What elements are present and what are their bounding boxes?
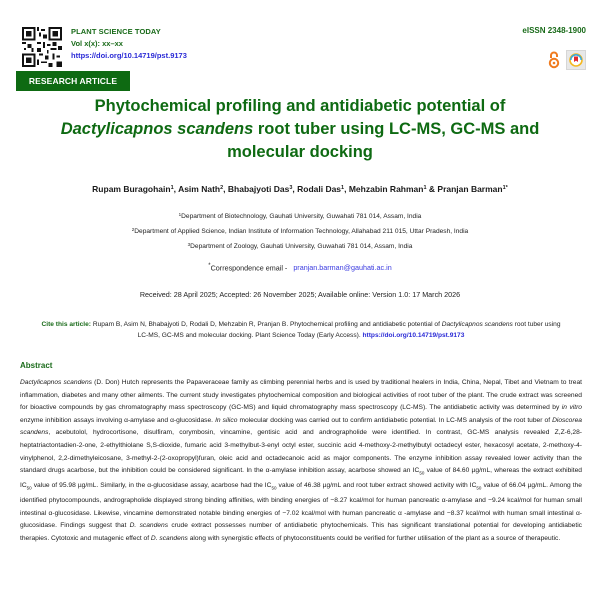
author-name[interactable]: Rodali Das: [297, 184, 342, 194]
abstract-text: crude extract possesses number of antidiabetic phytochemicals. This has significant translational potential for developing antidiabetic therapies. Cytotoxic and mutagenic effect of: [20, 522, 582, 542]
affiliation-item: [0, 223, 600, 238]
author-affil-sup: 1: [170, 185, 174, 191]
abstract-term: In silico: [215, 416, 238, 424]
abstract-heading: Abstract: [20, 361, 53, 370]
author-name[interactable]: Asim Nath: [178, 184, 221, 194]
open-access-icon[interactable]: [548, 51, 560, 69]
correspondence: [0, 263, 600, 272]
journal-volume: Vol x(x): xx–xx: [71, 39, 123, 48]
affiliation-text: Department of Zoology, Gauhati University, Guwahati 781 014, Assam, India: [190, 243, 413, 250]
author-affil-sup: 1*: [502, 185, 508, 191]
journal-doi-link[interactable]: https://doi.org/10.14719/pst.9173: [71, 51, 187, 60]
abstract-text: along with synergistic effects of phytoconstituents could be verified for further utilisation of the plant as a source of therapeutic.: [187, 534, 561, 542]
abstract-text: molecular docking was carried out to confirm antidiabetic potential. In LC-MS analysis of the root tuber of: [237, 416, 553, 424]
ic50-subscript: 50: [476, 485, 482, 491]
author-affil-sup: 1: [341, 185, 345, 191]
abstract-species: Dioscorea scandens: [20, 416, 582, 437]
affiliation-text: Department of Biotechnology, Gauhati University, Guwahati 781 014, Assam, India: [181, 213, 422, 220]
citation-label: Cite this article:: [41, 321, 93, 328]
author-separator: ,: [292, 184, 298, 194]
citation-text: root tuber using LC-MS, GC-MS and molecular docking. Plant Science Today (Early Access).: [137, 321, 561, 339]
author-separator: ,: [344, 184, 349, 194]
title-species: Dactylicapnos scandens: [60, 120, 254, 138]
affiliation-sup: 1: [178, 212, 182, 217]
abstract-text: value of 66.04 µg/mL. Among the identified phytocompounds, andrographolide displayed strong binding affinities, with binding energies of −8.27 kcal/mol for human pancreatic α-amylase and −9.24 kcal/mol for human small intestinal α-glucosidase. Likewise, vincamine demonstrated notable binding energies of −7.02 kcal/mol with human pancreatic α -amylase and −8.37 kcal/mol with human small intestinal α-glucosidase. Findings suggest that: [20, 482, 582, 530]
correspondence-label: Correspondence email -: [210, 263, 290, 273]
abstract-text: value of 84.60 µg/mL, whereas the extract exhibited IC: [20, 467, 582, 490]
article-title: [30, 95, 570, 164]
author-affil-sup: 1: [423, 185, 427, 191]
affiliation-sup: 2: [131, 227, 135, 232]
crossmark-icon[interactable]: [566, 50, 586, 70]
abstract-species: D. scandens: [150, 534, 188, 542]
abstract-text: enzyme inhibition assays involving α-amylase and α-glucosidase.: [20, 416, 216, 424]
qr-code-icon[interactable]: [22, 27, 62, 67]
abstract-species: Dactylicapnos scandens: [20, 379, 92, 386]
author-name[interactable]: Bhabajyoti Das: [227, 184, 290, 194]
issn: eISSN 2348-1900: [522, 26, 586, 35]
author-separator: ,: [223, 184, 228, 194]
affiliation-item: [0, 238, 600, 253]
correspondence-sup: *: [208, 263, 211, 269]
affiliations: [0, 208, 600, 253]
title-line-2: root tuber using LC-MS, GC-MS and: [253, 120, 540, 138]
publication-dates: Received: 28 April 2025; Accepted: 26 November 2025; Available online: Version 1.0: 17 March 2026: [139, 290, 461, 299]
ic50-subscript: 50: [419, 470, 425, 476]
affiliation-item: [0, 208, 600, 223]
abstract-text: (D. Don) Hutch represents the Papaveraceae family as climbing perennial herbs and is used by traditional healers in India, China, Nepal, Tibet and Vietnam to treat inflammation, diabetes and many other ailments. The current study investigates phytochemical composition and biological activities of root tuber of the plant. The crude extract was screened for bioactive compounds by gas chromatography mass spectroscopy (GC-MS) and liquid chromatography mass spectroscopy (LC-MS). The antidiabetic activity was determined by: [20, 379, 582, 412]
abstract-text: value of 95.98 µg/mL. Similarly, in the α-glucosidase assay, acarbose had the IC: [31, 482, 272, 490]
affiliation-text: Department of Applied Science, Indian Institute of Information Technology, Allahabad 211 015, Uttar Pradesh, India: [134, 228, 469, 235]
author-separator: &: [426, 184, 438, 194]
citation-doi-link[interactable]: https://doi.org/10.14719/pst.9173: [362, 332, 465, 339]
ic50-subscript: 50: [26, 485, 32, 491]
author-affil-sup: 3: [289, 185, 293, 191]
abstract-body: [20, 377, 582, 545]
abstract-text: value of 46.38 µg/mL and root tuber extract showed activity with IC: [276, 482, 477, 490]
correspondence-email-link[interactable]: pranjan.barman@gauhati.ac.in: [293, 263, 392, 273]
author-affil-sup: 2: [220, 185, 224, 191]
author-list: [0, 184, 600, 194]
article-type-badge: RESEARCH ARTICLE: [16, 71, 130, 91]
header-icons: [548, 50, 586, 70]
citation: [40, 319, 562, 341]
journal-meta: [71, 26, 187, 62]
author-separator: ,: [173, 184, 179, 194]
author-name[interactable]: Rupam Buragohain: [92, 184, 171, 194]
author-name[interactable]: Pranjan Barman: [437, 184, 503, 194]
affiliation-sup: 3: [187, 242, 191, 247]
abstract-term: in vitro: [561, 404, 582, 412]
title-line-1: Phytochemical profiling and antidiabetic potential of: [94, 97, 506, 115]
abstract-species: D. scandens: [129, 522, 169, 530]
title-line-3: molecular docking: [227, 143, 373, 161]
abstract-text: , acebutolol, hydrocortisone, disulfiram, corymbosin, vincamine, gentisic acid and andrographolide were identified. In contrast, GC-MS analysis revealed Z,Z-6,28-heptatriactontadien-2-one, 2-ethylthiolane S,S-dioxide, fumaric acid 3-methylbut-3-enyl octyl ester, succinic acid 4-methoxy-2-methylbutyl octadecyl ester, hexacosyl acetate, 2-methoxy-4-vinylphenol, 2,2-dimethyleicosane, 3-methyl-2-(2-oxopropyl)furan, oleic acid and octadecanoic acid as major components. The enzyme inhibition assay revealed lower activity than the standard drugs acarbose, but the inhibition could be considered significant. In the α-amylase inhibition assay, acarbose showed an IC: [20, 429, 582, 475]
ic50-subscript: 50: [271, 485, 277, 491]
citation-species: Dactylicapnos scandens: [441, 321, 513, 328]
author-name[interactable]: Mehzabin Rahman: [348, 184, 424, 194]
citation-text: Rupam B, Asim N, Bhabajyoti D, Rodali D, Mehzabin R, Pranjan B. Phytochemical profiling and antidiabetic potential of: [92, 321, 442, 328]
journal-name: PLANT SCIENCE TODAY: [71, 27, 161, 36]
